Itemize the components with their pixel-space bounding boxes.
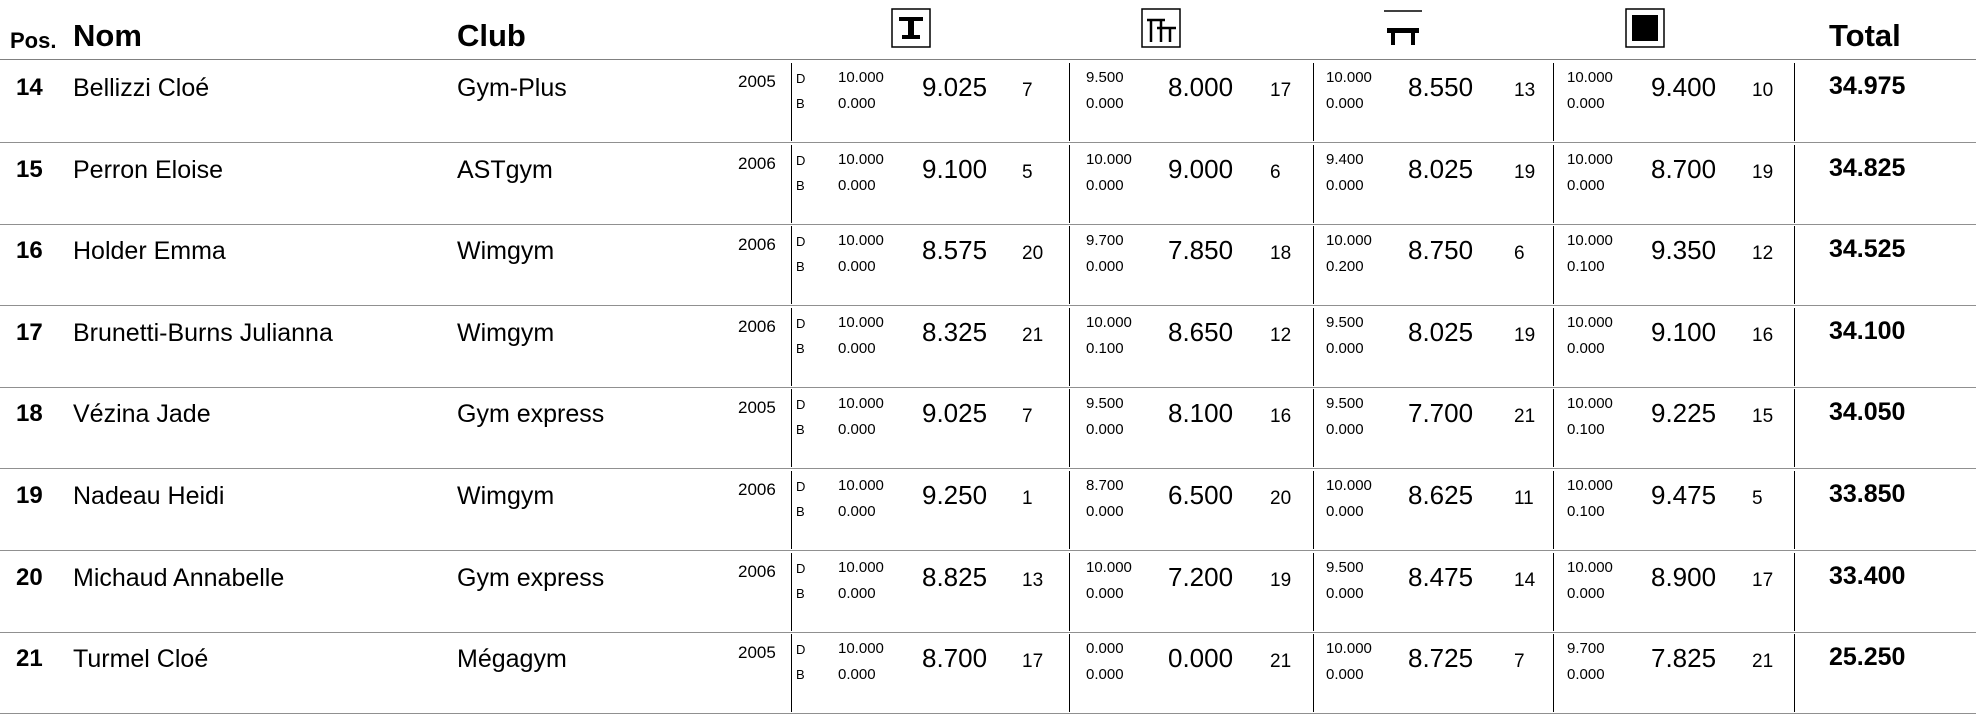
apparatus-score: 8.575 <box>922 235 988 266</box>
column-separator <box>791 471 792 549</box>
difficulty-score: 8.700 <box>1086 477 1124 494</box>
table-row <box>0 306 1976 388</box>
table-row <box>0 469 1976 551</box>
apparatus-score: 9.025 <box>922 398 988 429</box>
difficulty-score: 10.000 <box>838 232 884 250</box>
difficulty-score: 10.000 <box>1567 477 1613 494</box>
column-separator <box>1069 634 1070 712</box>
athlete-club: Gym express <box>457 400 605 429</box>
birth-year: 2005 <box>738 643 776 663</box>
column-separator <box>1553 226 1554 304</box>
apparatus-rank: 21 <box>1752 651 1774 673</box>
column-separator <box>1794 471 1795 549</box>
column-separator <box>1069 389 1070 467</box>
column-separator <box>1069 471 1070 549</box>
athlete-name: Perron Eloise <box>73 155 224 184</box>
birth-year: 2006 <box>738 316 776 336</box>
total-score: 34.525 <box>1829 235 1906 264</box>
bonus-score: 0.100 <box>1567 503 1605 520</box>
column-separator <box>1313 226 1314 304</box>
total-score: 25.250 <box>1829 643 1906 672</box>
vault-icon <box>891 8 931 48</box>
athlete-club: Wimgym <box>457 237 555 266</box>
athlete-name: Nadeau Heidi <box>73 482 225 510</box>
apparatus-rank: 13 <box>1514 80 1536 101</box>
difficulty-score: 9.500 <box>1326 395 1364 413</box>
difficulty-score: 10.000 <box>1326 477 1372 494</box>
bonus-score: 0.000 <box>838 339 876 357</box>
total-score: 34.975 <box>1829 72 1906 100</box>
col-club-header: Club <box>457 18 526 53</box>
column-separator <box>1794 308 1795 386</box>
bonus-score: 0.000 <box>838 258 876 276</box>
apparatus-rank: 21 <box>1022 324 1044 346</box>
difficulty-score: 10.000 <box>838 150 884 168</box>
apparatus-rank: 17 <box>1752 569 1774 591</box>
column-separator <box>791 389 792 467</box>
apparatus-score: 9.225 <box>1651 398 1717 429</box>
column-separator <box>791 63 792 141</box>
apparatus-score: 9.475 <box>1651 480 1717 510</box>
column-separator <box>1069 226 1070 304</box>
athlete-club: Wimgym <box>457 482 555 510</box>
column-separator <box>1794 389 1795 467</box>
apparatus-score: 8.750 <box>1408 235 1474 266</box>
athlete-club: Wimgym <box>457 318 555 347</box>
apparatus-rank: 14 <box>1514 569 1536 591</box>
bonus-score: 0.000 <box>1326 339 1364 357</box>
athlete-name: Turmel Cloé <box>73 645 209 674</box>
row-position: 16 <box>16 237 43 265</box>
balance-beam-icon <box>1383 8 1423 48</box>
bonus-score: 0.100 <box>1086 339 1124 357</box>
bonus-score: 0.000 <box>1086 258 1124 276</box>
apparatus-rank: 6 <box>1514 243 1525 265</box>
apparatus-rank: 6 <box>1270 161 1281 183</box>
apparatus-rank: 17 <box>1270 80 1292 101</box>
column-separator <box>1313 63 1314 141</box>
bonus-score: 0.000 <box>838 176 876 194</box>
column-separator <box>1553 634 1554 712</box>
bonus-score: 0.000 <box>838 666 876 684</box>
athlete-name: Bellizzi Cloé <box>73 74 210 102</box>
table-row <box>0 632 1976 714</box>
column-separator <box>1553 471 1554 549</box>
d-label: D <box>796 479 806 494</box>
difficulty-score: 10.000 <box>1567 232 1613 250</box>
difficulty-score: 10.000 <box>838 477 884 494</box>
column-separator <box>1794 634 1795 712</box>
bonus-score: 0.000 <box>838 584 876 602</box>
total-score: 33.400 <box>1829 561 1906 590</box>
apparatus-score: 9.025 <box>922 72 988 102</box>
bonus-score: 0.000 <box>1086 584 1124 602</box>
apparatus-rank: 7 <box>1022 80 1033 101</box>
column-separator <box>1794 553 1795 631</box>
apparatus-rank: 15 <box>1752 406 1774 428</box>
uneven-bars-icon <box>1141 8 1181 48</box>
row-position: 14 <box>16 74 43 101</box>
column-separator <box>1313 308 1314 386</box>
apparatus-score: 0.000 <box>1168 643 1234 674</box>
apparatus-score: 7.850 <box>1168 235 1234 266</box>
bonus-score: 0.000 <box>838 503 876 520</box>
apparatus-score: 8.700 <box>922 643 988 674</box>
bonus-score: 0.000 <box>838 421 876 439</box>
apparatus-rank: 16 <box>1752 324 1774 346</box>
apparatus-rank: 11 <box>1514 488 1534 509</box>
apparatus-score: 8.700 <box>1651 153 1717 184</box>
b-label: B <box>796 96 805 111</box>
d-label: D <box>796 397 806 413</box>
row-position: 21 <box>16 645 43 673</box>
apparatus-score: 9.350 <box>1651 235 1717 266</box>
results-header <box>0 0 1976 60</box>
difficulty-score: 9.500 <box>1326 558 1364 576</box>
column-separator <box>791 308 792 386</box>
apparatus-score: 9.100 <box>922 153 988 184</box>
birth-year: 2006 <box>738 235 776 255</box>
row-position: 20 <box>16 563 43 591</box>
apparatus-rank: 20 <box>1022 243 1044 265</box>
birth-year: 2005 <box>738 72 776 91</box>
floor-icon <box>1625 8 1665 48</box>
bonus-score: 0.000 <box>1326 176 1364 194</box>
apparatus-rank: 10 <box>1752 80 1774 101</box>
table-row <box>0 387 1976 469</box>
apparatus-score: 8.025 <box>1408 153 1474 184</box>
b-label: B <box>796 504 805 519</box>
row-position: 18 <box>16 400 43 428</box>
apparatus-score: 7.825 <box>1651 643 1717 674</box>
apparatus-rank: 19 <box>1752 161 1774 183</box>
bonus-score: 0.000 <box>1086 666 1124 684</box>
row-position: 15 <box>16 155 43 183</box>
bonus-score: 0.000 <box>1326 666 1364 684</box>
total-score: 33.850 <box>1829 480 1906 508</box>
column-separator <box>1794 145 1795 223</box>
row-position: 19 <box>16 482 43 509</box>
apparatus-rank: 5 <box>1022 161 1033 183</box>
difficulty-score: 9.400 <box>1326 150 1364 168</box>
difficulty-score: 10.000 <box>838 313 884 331</box>
b-label: B <box>796 585 805 601</box>
bonus-score: 0.000 <box>1086 95 1124 112</box>
apparatus-rank: 21 <box>1514 406 1536 428</box>
bonus-score: 0.100 <box>1567 421 1605 439</box>
b-label: B <box>796 177 805 193</box>
difficulty-score: 10.000 <box>1086 313 1132 331</box>
column-separator <box>1069 63 1070 141</box>
athlete-club: Mégagym <box>457 645 567 674</box>
column-separator <box>1553 63 1554 141</box>
column-separator <box>1553 553 1554 631</box>
apparatus-rank: 19 <box>1270 569 1292 591</box>
difficulty-score: 9.500 <box>1086 395 1124 413</box>
difficulty-score: 10.000 <box>1086 150 1132 168</box>
apparatus-rank: 19 <box>1514 161 1536 183</box>
difficulty-score: 10.000 <box>838 558 884 576</box>
apparatus-score: 7.200 <box>1168 561 1234 592</box>
apparatus-rank: 19 <box>1514 324 1536 346</box>
column-separator <box>1794 226 1795 304</box>
apparatus-rank: 17 <box>1022 651 1044 673</box>
apparatus-rank: 12 <box>1270 324 1292 346</box>
birth-year: 2006 <box>738 153 776 173</box>
apparatus-score: 8.650 <box>1168 316 1234 347</box>
d-label: D <box>796 71 806 86</box>
bonus-score: 0.000 <box>1326 95 1364 112</box>
apparatus-rank: 5 <box>1752 488 1763 509</box>
athlete-club: ASTgym <box>457 155 553 184</box>
difficulty-score: 10.000 <box>1567 395 1613 413</box>
apparatus-score: 8.550 <box>1408 72 1474 102</box>
row-position: 17 <box>16 318 43 346</box>
apparatus-score: 9.400 <box>1651 72 1717 102</box>
athlete-name: Holder Emma <box>73 237 226 266</box>
total-score: 34.100 <box>1829 316 1906 345</box>
apparatus-score: 8.725 <box>1408 643 1474 674</box>
col-name-header: Nom <box>73 18 142 53</box>
column-separator <box>1553 389 1554 467</box>
col-pos-header: Pos. <box>10 28 57 53</box>
apparatus-score: 8.325 <box>922 316 988 347</box>
bonus-score: 0.000 <box>838 95 876 112</box>
b-label: B <box>796 259 805 275</box>
apparatus-rank: 18 <box>1270 243 1292 265</box>
apparatus-score: 8.625 <box>1408 480 1474 510</box>
bonus-score: 0.000 <box>1567 584 1605 602</box>
column-separator <box>791 226 792 304</box>
apparatus-score: 8.025 <box>1408 316 1474 347</box>
d-label: D <box>796 152 806 168</box>
athlete-club: Gym express <box>457 563 605 592</box>
apparatus-score: 8.475 <box>1408 561 1474 592</box>
difficulty-score: 10.000 <box>1326 640 1372 658</box>
d-label: D <box>796 642 806 658</box>
difficulty-score: 9.500 <box>1086 69 1124 86</box>
difficulty-score: 10.000 <box>838 395 884 413</box>
header-divider <box>0 59 1976 60</box>
column-separator <box>791 145 792 223</box>
birth-year: 2006 <box>738 480 776 499</box>
apparatus-rank: 7 <box>1022 406 1033 428</box>
difficulty-score: 9.500 <box>1326 313 1364 331</box>
difficulty-score: 10.000 <box>1086 558 1132 576</box>
d-label: D <box>796 315 806 331</box>
table-row <box>0 224 1976 306</box>
apparatus-score: 8.825 <box>922 561 988 592</box>
apparatus-rank: 16 <box>1270 406 1292 428</box>
apparatus-rank: 21 <box>1270 651 1292 673</box>
column-separator <box>1313 553 1314 631</box>
difficulty-score: 0.000 <box>1086 640 1124 658</box>
bonus-score: 0.000 <box>1086 176 1124 194</box>
d-label: D <box>796 560 806 576</box>
apparatus-rank: 20 <box>1270 488 1292 509</box>
bonus-score: 0.000 <box>1567 176 1605 194</box>
apparatus-rank: 7 <box>1514 651 1525 673</box>
difficulty-score: 10.000 <box>1567 313 1613 331</box>
column-separator <box>1794 63 1795 141</box>
bonus-score: 0.000 <box>1326 421 1364 439</box>
column-separator <box>1069 553 1070 631</box>
bonus-score: 0.000 <box>1326 584 1364 602</box>
difficulty-score: 10.000 <box>1567 69 1613 86</box>
difficulty-score: 10.000 <box>1326 69 1372 86</box>
column-separator <box>791 553 792 631</box>
difficulty-score: 9.700 <box>1567 640 1605 658</box>
apparatus-score: 8.000 <box>1168 72 1234 102</box>
bonus-score: 0.000 <box>1086 421 1124 439</box>
apparatus-score: 9.250 <box>922 480 988 510</box>
table-row <box>0 143 1976 225</box>
difficulty-score: 10.000 <box>838 69 884 86</box>
col-total-header: Total <box>1829 18 1901 53</box>
birth-year: 2006 <box>738 561 776 581</box>
apparatus-score: 9.100 <box>1651 316 1717 347</box>
athlete-name: Vézina Jade <box>73 400 211 429</box>
difficulty-score: 10.000 <box>838 640 884 658</box>
table-row <box>0 551 1976 633</box>
apparatus-score: 8.100 <box>1168 398 1234 429</box>
bonus-score: 0.100 <box>1567 258 1605 276</box>
athlete-name: Brunetti-Burns Julianna <box>73 318 333 347</box>
athlete-club: Gym-Plus <box>457 74 567 102</box>
table-row <box>0 61 1976 143</box>
apparatus-score: 8.900 <box>1651 561 1717 592</box>
column-separator <box>1069 145 1070 223</box>
column-separator <box>1313 634 1314 712</box>
b-label: B <box>796 667 805 683</box>
column-separator <box>1069 308 1070 386</box>
total-score: 34.825 <box>1829 153 1906 182</box>
total-score: 34.050 <box>1829 398 1906 427</box>
athlete-name: Michaud Annabelle <box>73 563 285 592</box>
apparatus-rank: 1 <box>1022 488 1033 509</box>
apparatus-score: 9.000 <box>1168 153 1234 184</box>
difficulty-score: 9.700 <box>1086 232 1124 250</box>
apparatus-rank: 13 <box>1022 569 1044 591</box>
b-label: B <box>796 340 805 356</box>
bonus-score: 0.000 <box>1567 339 1605 357</box>
bonus-score: 0.000 <box>1567 666 1605 684</box>
bonus-score: 0.000 <box>1086 503 1124 520</box>
bonus-score: 0.000 <box>1567 95 1605 112</box>
apparatus-score: 6.500 <box>1168 480 1234 510</box>
difficulty-score: 10.000 <box>1567 558 1613 576</box>
bonus-score: 0.200 <box>1326 258 1364 276</box>
column-separator <box>1553 308 1554 386</box>
difficulty-score: 10.000 <box>1326 232 1372 250</box>
column-separator <box>791 634 792 712</box>
birth-year: 2005 <box>738 398 776 418</box>
column-separator <box>1313 389 1314 467</box>
apparatus-score: 7.700 <box>1408 398 1474 429</box>
d-label: D <box>796 234 806 250</box>
column-separator <box>1313 471 1314 549</box>
b-label: B <box>796 422 805 438</box>
bonus-score: 0.000 <box>1326 503 1364 520</box>
difficulty-score: 10.000 <box>1567 150 1613 168</box>
apparatus-rank: 12 <box>1752 243 1774 265</box>
column-separator <box>1313 145 1314 223</box>
column-separator <box>1553 145 1554 223</box>
